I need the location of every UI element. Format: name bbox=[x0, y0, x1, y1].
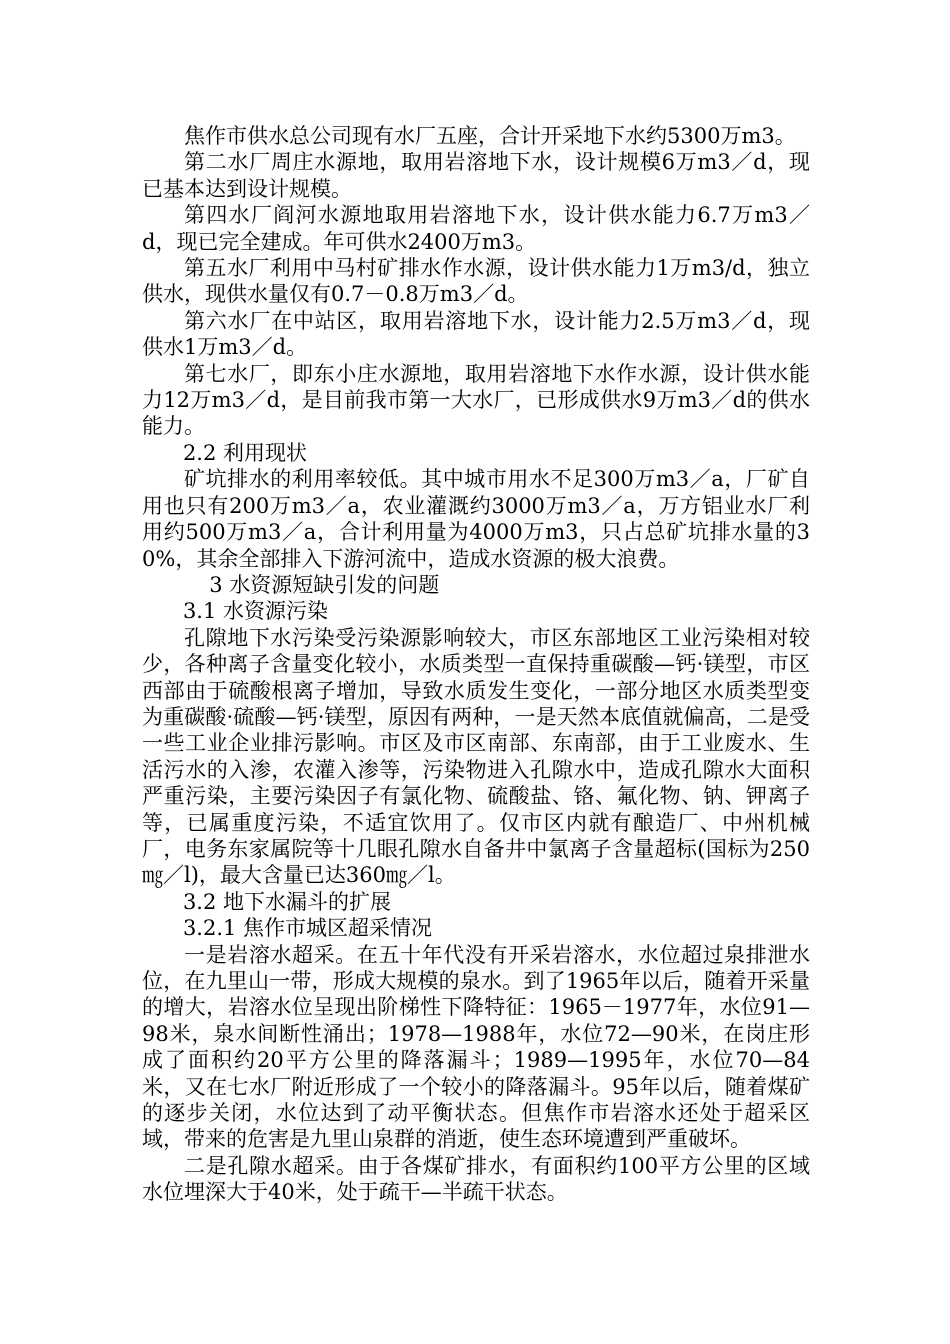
paragraph-water-company: 焦作市供水总公司现有水厂五座，合计开采地下水约5300万m3。 bbox=[184, 124, 796, 148]
paragraph-second-plant: 第二水厂周庄水源地，取用岩溶地下水，设计规模6万m3／d，现已基本达到设计规模。 bbox=[142, 150, 810, 201]
section-heading-3-2-1: 3.2.1 焦作市城区超采情况 bbox=[182, 916, 433, 941]
section-heading-3-2: 3.2 地下水漏斗的扩展 bbox=[182, 889, 392, 914]
section-heading-3-1: 3.1 水资源污染 bbox=[182, 599, 329, 624]
paragraph-pollution: 孔隙地下水污染受污染源影响较大，市区东部地区工业污染相对较少，各种离子含量变化较小，水质类型一直保持重碳酸—钙·镁型，市区西部由于硫酸根离子增加，导致水质发生变化，一部分地区水质类型变为重碳酸·硫酸—钙·镁型，原因有两种，一是天然本底值就偏高，二是受一些工业企业排污影响。市区及市区南部、东南部，由于工业废水、生活污水的入渗，农灌入渗等，污染物进入孔隙水中，造成孔隙水大面积严重污染，主要污染因子有氯化物、硫酸盐、铬、氟化物、钠、钾离子等，已属重度污染，不适宜饮用了。仅市区内就有酿造厂、中州机械厂，电务东家属院等十几眼孔隙水自备井中氯离子含量超标(国标为250㎎／l)，最大含量已达360㎎／l。 bbox=[142, 625, 810, 888]
paragraph-pore-overdraft: 二是孔隙水超采。由于各煤矿排水，有面积约100平方公里的区域水位埋深大于40米，处于疏干—半疏干状态。 bbox=[142, 1153, 810, 1205]
section-heading-3: 3 水资源短缺引发的问题 bbox=[209, 572, 440, 597]
paragraph-utilization: 矿坑排水的利用率较低。其中城市用水不足300万m3／a，厂矿自用也只有200万m3／a，农业灌溉约3000万m3／a，万方铝业水厂利用约500万m3／a，合计利用量为4000万m3，只占总矿坑排水量的30%，其余全部排入下游河流中，造成水资源的极大浪费。 bbox=[142, 467, 810, 571]
document-page bbox=[142, 123, 810, 1206]
paragraph-fifth-plant: 第五水厂利用中马村矿排水作水源，设计供水能力1万m3/d，独立供水，现供水量仅有0.7－0.8万m3／d。 bbox=[142, 256, 810, 307]
paragraph-karst-overdraft: 一是岩溶水超采。在五十年代没有开采岩溶水，水位超过泉排泄水位，在九里山一带，形成大规模的泉水。到了1965年以后，随着开采量的增大，岩溶水位呈现出阶梯性下降特征：1965－1977年，水位91—98米，泉水间断性涌出；1978—1988年，水位72—90米，在岗庄形成了面积约20平方公里的降落漏斗；1989—1995年，水位70—84米，又在七水厂附近形成了一个较小的降落漏斗。95年以后，随着煤矿的逐步关闭，水位达到了动平衡状态。但焦作市岩溶水还处于超采区域，带来的危害是九里山泉群的消逝，使生态环境遭到严重破坏。 bbox=[142, 942, 810, 1152]
paragraph-seventh-plant: 第七水厂，即东小庄水源地，取用岩溶地下水作水源，设计供水能力12万m3／d，是目前我市第一大水厂，已形成供水9万m3／d的供水能力。 bbox=[142, 361, 810, 439]
section-heading-2-2: 2.2 利用现状 bbox=[182, 440, 308, 465]
paragraph-fourth-plant: 第四水厂阎河水源地取用岩溶地下水，设计供水能力6.7万m3／d，现已完全建成。年可供水2400万m3。 bbox=[142, 203, 810, 254]
paragraph-sixth-plant: 第六水厂在中站区，取用岩溶地下水，设计能力2.5万m3／d，现供水1万m3／d。 bbox=[142, 308, 810, 360]
